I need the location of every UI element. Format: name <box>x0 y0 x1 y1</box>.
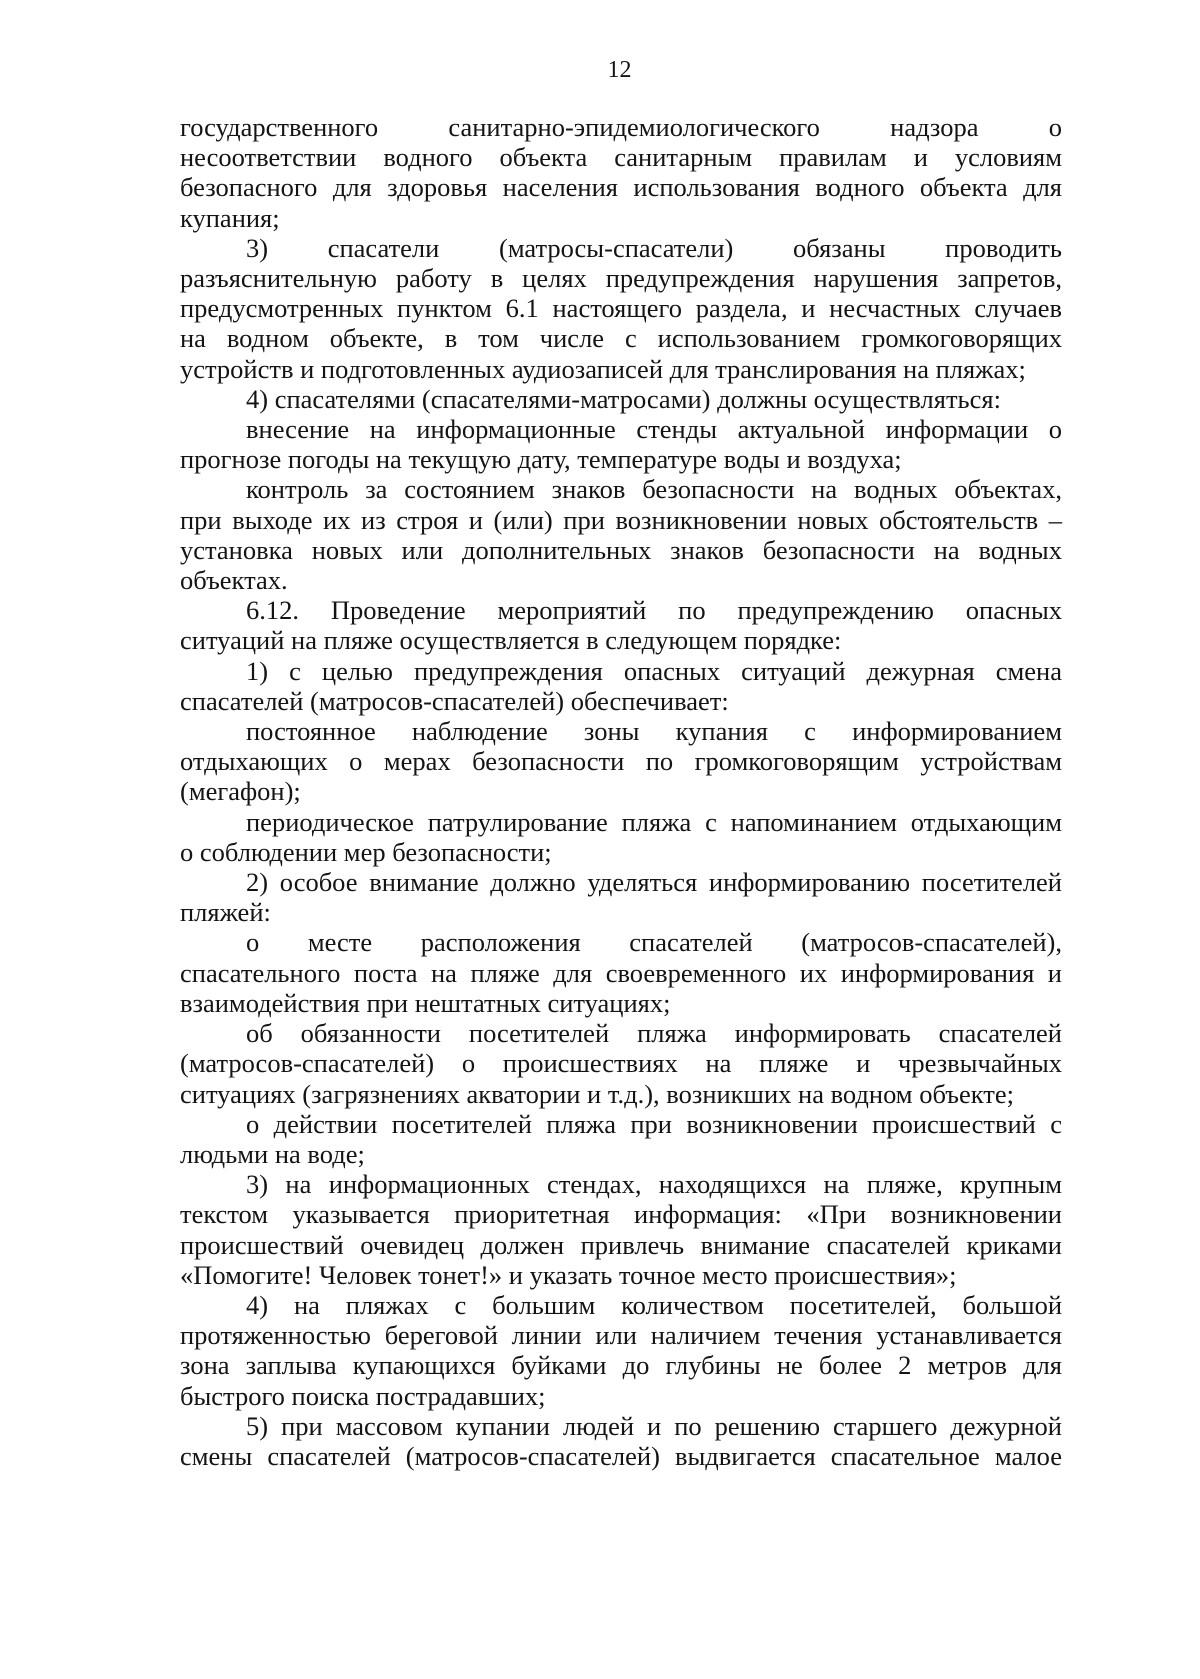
text-line: периодическое патрулирование пляжа с напоминанием отдыхающим <box>246 806 1062 837</box>
text-line: спасателей (матросов-спасателей) обеспечивает: <box>180 685 729 716</box>
text-line: 3) на информационных стендах, находящихся на пляже, крупным <box>246 1169 1062 1200</box>
text-line: 2) особое внимание должно уделяться информированию посетителей <box>246 867 1062 898</box>
text-line: постоянное наблюдение зоны купания с информированием <box>246 716 1062 747</box>
document-body <box>180 112 1062 1471</box>
text-line: о соблюдении мер безопасности; <box>180 836 552 867</box>
text-line: протяженностью береговой линии или наличием течения устанавливается <box>180 1320 1062 1351</box>
text-line: разъяснительную работу в целях предупреждения нарушения запретов, <box>180 263 1062 294</box>
paragraph <box>180 233 1062 384</box>
text-line: государственного санитарно-эпидемиологического надзора о <box>180 112 1062 142</box>
text-line: пляжей: <box>180 897 271 928</box>
text-line: прогнозе погоды на текущую дату, температуре воды и воздуха; <box>180 444 902 475</box>
text-line: предусмотренных пунктом 6.1 настоящего раздела, и несчастных случаев <box>180 293 1062 324</box>
text-line: людьми на воде; <box>180 1138 365 1169</box>
paragraph <box>180 595 1062 655</box>
text-line: отдыхающих о мерах безопасности по громкоговорящим устройствам <box>180 746 1062 777</box>
text-line: внесение на информационные стенды актуальной информации о <box>246 414 1062 445</box>
text-line: текстом указывается приоритетная информация: «При возникновении <box>180 1199 1062 1230</box>
text-line: (мегафон); <box>180 776 301 807</box>
paragraph <box>180 1290 1062 1411</box>
paragraph <box>180 867 1062 927</box>
text-line: 6.12. Проведение мероприятий по предупреждению опасных <box>246 595 1062 626</box>
text-line: контроль за состоянием знаков безопасности на водных объектах, <box>246 474 1062 505</box>
text-line: несоответствии водного объекта санитарным правилам и условиям <box>180 142 1062 173</box>
text-line: 5) при массовом купании людей и по решению старшего дежурной <box>246 1410 1062 1441</box>
text-line: безопасного для здоровья населения использования водного объекта для <box>180 172 1062 203</box>
text-line: происшествий очевидец должен привлечь внимание спасателей криками <box>180 1229 1062 1260</box>
text-line: 1) с целью предупреждения опасных ситуаций дежурная смена <box>246 655 1062 686</box>
paragraph <box>180 927 1062 1018</box>
paragraph <box>180 474 1062 595</box>
paragraph <box>180 656 1062 716</box>
text-line: спасательного поста на пляже для своевременного их информирования и <box>180 957 1062 988</box>
text-line: смены спасателей (матросов-спасателей) выдвигается спасательное малое <box>180 1440 1062 1471</box>
text-line: «Помогите! Человек тонет!» и указать точное место происшествия»; <box>180 1259 957 1290</box>
paragraph <box>180 1018 1062 1109</box>
paragraph <box>180 1411 1062 1471</box>
page-number: 12 <box>607 57 632 83</box>
paragraph <box>180 112 1062 233</box>
text-line: о месте расположения спасателей (матросов-спасателей), <box>246 927 1062 958</box>
text-line: ситуаций на пляже осуществляется в следующем порядке: <box>180 625 842 656</box>
text-line: быстрого поиска пострадавших; <box>180 1380 546 1411</box>
text-line: 4) спасателями (спасателями-матросами) должны осуществляться: <box>246 383 1001 414</box>
paragraph <box>180 807 1062 867</box>
text-line: зона заплыва купающихся буйками до глубины не более 2 метров для <box>180 1350 1062 1381</box>
paragraph <box>180 716 1062 807</box>
text-line: объектах. <box>180 565 288 596</box>
text-line: взаимодействия при нештатных ситуациях; <box>180 987 671 1018</box>
paragraph <box>180 384 1062 414</box>
text-line: об обязанности посетителей пляжа информировать спасателей <box>246 1018 1062 1049</box>
text-line: купания; <box>180 202 280 233</box>
text-line: (матросов-спасателей) о происшествиях на пляже и чрезвычайных <box>180 1048 1062 1079</box>
text-line: 3) спасатели (матросы-спасатели) обязаны проводить <box>246 232 1062 263</box>
text-line: на водном объекте, в том числе с использованием громкоговорящих <box>180 323 1062 354</box>
text-line: о действии посетителей пляжа при возникновении происшествий с <box>246 1108 1062 1139</box>
paragraph <box>180 1169 1062 1290</box>
text-line: при выходе их из строя и (или) при возникновении новых обстоятельств – <box>180 504 1062 535</box>
text-line: устройств и подготовленных аудиозаписей для транслирования на пляжах; <box>180 353 1026 384</box>
text-line: ситуациях (загрязнениях акватории и т.д.), возникших на водном объекте; <box>180 1078 1014 1109</box>
paragraph <box>180 414 1062 474</box>
text-line: 4) на пляжах с большим количеством посетителей, большой <box>246 1289 1062 1320</box>
text-line: установка новых или дополнительных знаков безопасности на водных <box>180 534 1062 565</box>
paragraph <box>180 1109 1062 1169</box>
